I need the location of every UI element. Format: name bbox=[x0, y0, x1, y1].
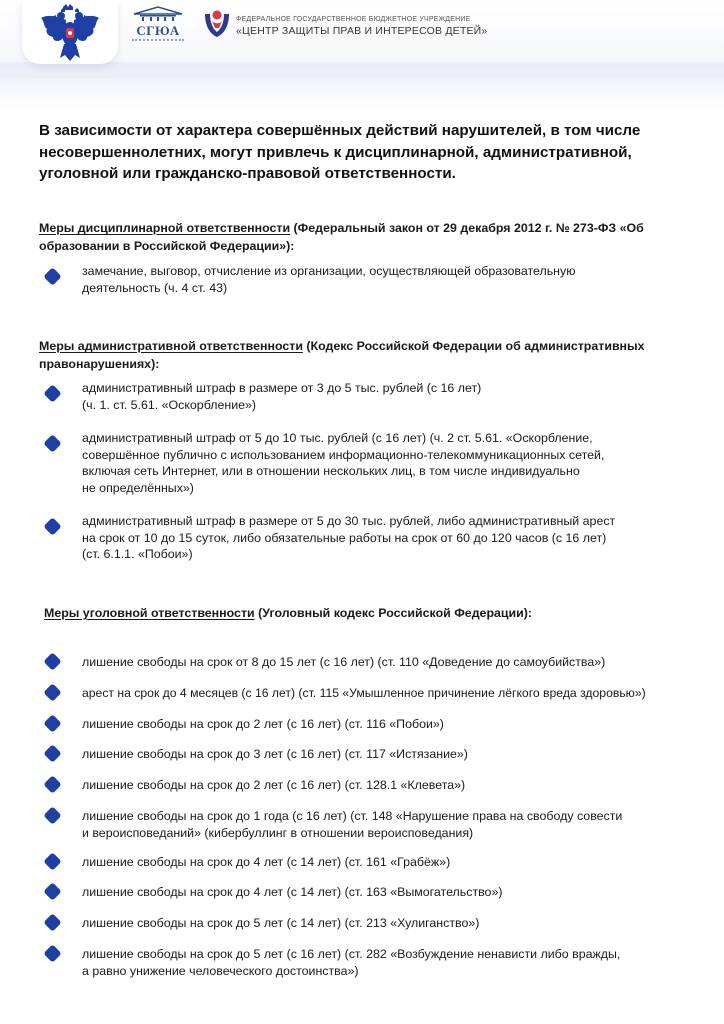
bullet-icon bbox=[43, 267, 61, 285]
university-building-icon bbox=[132, 6, 184, 22]
list-item: лишение свободы на срок до 5 лет (с 14 лет) (ст. 213 «Хулиганство») bbox=[82, 916, 480, 930]
section-title: Меры уголовной ответственности bbox=[44, 606, 255, 620]
intro-heading: В зависимости от характера совершённых действий нарушителей, в том числе несовершеннолетних, могут привлечь к дисциплинарной, административной, уголовной или гражданско-правовой ответственности. bbox=[39, 122, 641, 182]
section-administrative-heading bbox=[39, 338, 679, 373]
section-criminal-heading bbox=[44, 605, 684, 623]
bullet-icon bbox=[43, 882, 61, 900]
bullet-icon bbox=[43, 852, 61, 870]
list-item: административный штраф от 5 до 10 тыс. рублей (с 16 лет) (ч. 2 ст. 5.61. «Оскорбление, совершённое публично с использованием информационно-телекоммуникационных сетей, включая сеть Интернет, или в отношении нескольких лиц, в том числе индивидуально не определённых») bbox=[82, 431, 605, 495]
sgua-wordmark: СГЮА bbox=[136, 23, 180, 38]
sgua-logo bbox=[128, 6, 188, 46]
list-item: замечание, выговор, отчисление из организации, осуществляющей образовательную деятельность (ч. 4 ст. 43) bbox=[82, 264, 576, 295]
section-reference: (Уголовный кодекс Российской Федерации): bbox=[254, 606, 533, 620]
org-name-label: «ЦЕНТР ЗАЩИТЫ ПРАВ И ИНТЕРЕСОВ ДЕТЕЙ» bbox=[236, 25, 488, 37]
bullet-icon bbox=[43, 384, 61, 402]
list-item: административный штраф в размере от 3 до 5 тыс. рублей (с 16 лет) (ч. 1. ст. 5.61. «Оскорбление») bbox=[82, 381, 482, 412]
section-reference: (Кодекс Российской Федерации об административных правонарушениях): bbox=[39, 339, 645, 371]
list-item: лишение свободы на срок до 5 лет (с 16 лет) (ст. 282 «Возбуждение ненависти либо вражды, а равно унижение человеческого достоинства») bbox=[82, 947, 621, 978]
bullet-icon bbox=[43, 944, 61, 962]
coat-of-arms-tab bbox=[22, 0, 118, 64]
double-headed-eagle-icon bbox=[39, 4, 101, 62]
bullet-icon bbox=[43, 683, 61, 701]
sgua-subline bbox=[132, 39, 184, 42]
bullet-icon bbox=[43, 806, 61, 824]
list-item: лишение свободы на срок до 2 лет (с 16 лет) (ст. 128.1 «Клевета») bbox=[82, 778, 466, 792]
bullet-icon bbox=[43, 775, 61, 793]
header-fade bbox=[0, 62, 724, 110]
bullet-icon bbox=[43, 744, 61, 762]
section-title: Меры административной ответственности bbox=[39, 339, 303, 353]
section-disciplinary-heading bbox=[39, 220, 679, 255]
bullet-icon bbox=[43, 517, 61, 535]
list-item: лишение свободы на срок до 2 лет (с 16 лет) (ст. 116 «Побои») bbox=[82, 717, 444, 731]
list-item: лишение свободы на срок до 3 лет (с 16 лет) (ст. 117 «Истязание») bbox=[82, 747, 468, 761]
list-item: лишение свободы на срок до 1 года (с 16 лет) (ст. 148 «Нарушение права на свободу совести и вероисповеданий» (кибербуллинг в отношении вероисповедания) bbox=[82, 809, 623, 840]
bullet-icon bbox=[43, 714, 61, 732]
list-item: арест на срок до 4 месяцев (с 16 лет) (ст. 115 «Умышленное причинение лёгкого вреда здоровью») bbox=[82, 686, 646, 700]
list-item: административный штраф в размере от 5 до 30 тыс. рублей, либо административный арест на срок от 10 до 15 суток, либо обязательные работы на срок от 60 до 120 часов (с 16 лет) (ст. 6.1.1. «Побои») bbox=[82, 514, 616, 561]
section-reference: (Федеральный закон от 29 декабря 2012 г. № 273-ФЗ «Об образовании в Российской Федерации»): bbox=[39, 221, 644, 253]
section-title: Меры дисциплинарной ответственности bbox=[39, 221, 291, 235]
org-type-label: ФЕДЕРАЛЬНОЕ ГОСУДАРСТВЕННОЕ БЮДЖЕТНОЕ УЧРЕЖДЕНИЕ bbox=[236, 16, 471, 23]
list-item: лишение свободы на срок от 8 до 15 лет (с 16 лет) (ст. 110 «Доведение до самоубийства») bbox=[82, 655, 606, 669]
bullet-icon bbox=[43, 434, 61, 452]
bullet-icon bbox=[43, 913, 61, 931]
list-item: лишение свободы на срок до 4 лет (с 14 лет) (ст. 161 «Грабёж») bbox=[82, 855, 451, 869]
center-logo-icon bbox=[202, 8, 232, 38]
bullet-icon bbox=[43, 652, 61, 670]
list-item: лишение свободы на срок до 4 лет (с 14 лет) (ст. 163 «Вымогательство») bbox=[82, 885, 503, 899]
